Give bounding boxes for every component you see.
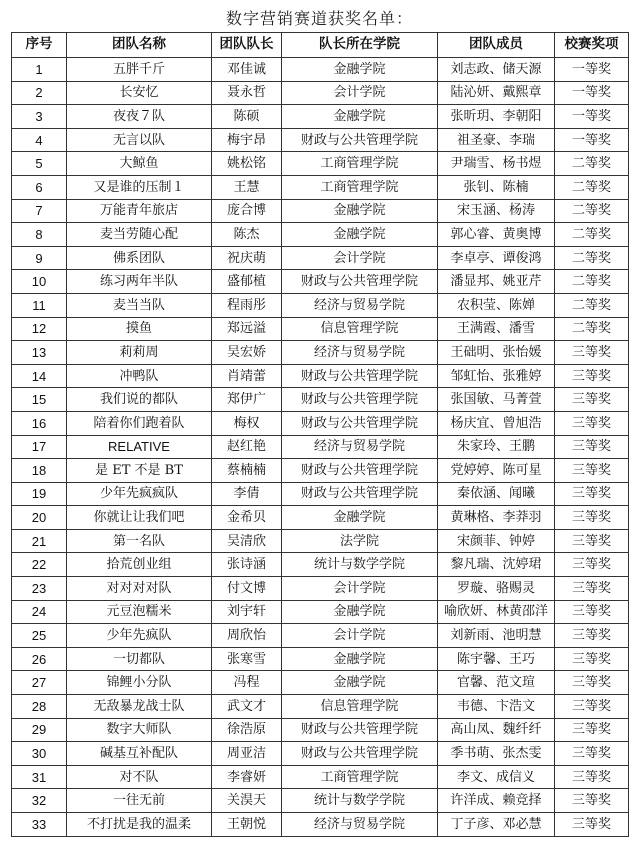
cell-index: 18 <box>12 459 67 483</box>
cell-captain-college: 会计学院 <box>282 624 438 648</box>
cell-team-name: 长安忆 <box>67 81 212 105</box>
table-body <box>12 58 629 837</box>
cell-index: 1 <box>12 58 67 82</box>
cell-team-members: 秦依涵、闻曦 <box>438 482 555 506</box>
cell-award: 三等奖 <box>555 813 629 837</box>
cell-team-members: 李卓亭、谭俊鸿 <box>438 246 555 270</box>
cell-team-members: 许洋成、赖竞择 <box>438 789 555 813</box>
cell-award: 三等奖 <box>555 529 629 553</box>
cell-team-members: 黄琳格、李莽羽 <box>438 506 555 530</box>
cell-team-captain: 梅权 <box>212 411 282 435</box>
cell-team-members: 李文、成信义 <box>438 765 555 789</box>
cell-team-name: 无敌暴龙战士队 <box>67 695 212 719</box>
cell-team-name: 摸鱼 <box>67 317 212 341</box>
cell-award: 一等奖 <box>555 58 629 82</box>
cell-team-name: 对不队 <box>67 765 212 789</box>
table-row <box>12 223 629 247</box>
cell-team-members: 张昕玥、李朝阳 <box>438 105 555 129</box>
cell-award: 二等奖 <box>555 246 629 270</box>
cell-index: 31 <box>12 765 67 789</box>
cell-team-name: 麦当劳随心配 <box>67 223 212 247</box>
cell-team-name: 冲鸭队 <box>67 364 212 388</box>
cell-index: 13 <box>12 341 67 365</box>
cell-award: 三等奖 <box>555 765 629 789</box>
cell-team-members: 陈宇馨、王巧 <box>438 647 555 671</box>
cell-captain-college: 统计与数学学院 <box>282 789 438 813</box>
cell-team-members: 朱家玲、王鹏 <box>438 435 555 459</box>
cell-team-members: 潘显邦、姚亚芹 <box>438 270 555 294</box>
cell-index: 29 <box>12 718 67 742</box>
cell-team-name: 练习两年半队 <box>67 270 212 294</box>
cell-team-members: 喻欣妍、林黄邵洋 <box>438 600 555 624</box>
table-row <box>12 765 629 789</box>
cell-index: 22 <box>12 553 67 577</box>
cell-team-name: 五胖千斤 <box>67 58 212 82</box>
table-row <box>12 270 629 294</box>
cell-captain-college: 金融学院 <box>282 600 438 624</box>
table-row <box>12 293 629 317</box>
cell-index: 23 <box>12 577 67 601</box>
cell-index: 30 <box>12 742 67 766</box>
cell-team-name: 夜夜７队 <box>67 105 212 129</box>
cell-award: 二等奖 <box>555 199 629 223</box>
cell-team-members: 罗璇、骆赐灵 <box>438 577 555 601</box>
table-row <box>12 388 629 412</box>
cell-award: 三等奖 <box>555 459 629 483</box>
cell-award: 二等奖 <box>555 270 629 294</box>
cell-team-captain: 周亚洁 <box>212 742 282 766</box>
cell-team-name: 佛系团队 <box>67 246 212 270</box>
table-row <box>12 58 629 82</box>
cell-captain-college: 财政与公共管理学院 <box>282 270 438 294</box>
table-row <box>12 506 629 530</box>
cell-team-members: 郭心睿、黄奥博 <box>438 223 555 247</box>
cell-team-members: 黎凡瑞、沈婷珺 <box>438 553 555 577</box>
table-row <box>12 813 629 837</box>
cell-captain-college: 金融学院 <box>282 105 438 129</box>
cell-team-name: 莉莉周 <box>67 341 212 365</box>
table-row <box>12 647 629 671</box>
cell-award: 三等奖 <box>555 789 629 813</box>
cell-index: 32 <box>12 789 67 813</box>
cell-captain-college: 财政与公共管理学院 <box>282 742 438 766</box>
cell-team-captain: 陈硕 <box>212 105 282 129</box>
header-team-captain: 团队队长 <box>212 33 282 58</box>
cell-award: 一等奖 <box>555 81 629 105</box>
cell-team-captain: 金希贝 <box>212 506 282 530</box>
cell-team-name: 一切都队 <box>67 647 212 671</box>
cell-team-captain: 庞合博 <box>212 199 282 223</box>
cell-team-name: 少年先疯队 <box>67 624 212 648</box>
header-team-name: 团队名称 <box>67 33 212 58</box>
cell-team-name: 我们说的都队 <box>67 388 212 412</box>
cell-captain-college: 财政与公共管理学院 <box>282 459 438 483</box>
cell-team-members: 陆沁妍、戴熙章 <box>438 81 555 105</box>
cell-team-name: 大鲸鱼 <box>67 152 212 176</box>
cell-team-members: 宋颜菲、钟婷 <box>438 529 555 553</box>
cell-team-captain: 祝庆萌 <box>212 246 282 270</box>
cell-award: 三等奖 <box>555 506 629 530</box>
cell-index: 21 <box>12 529 67 553</box>
cell-team-captain: 刘宇轩 <box>212 600 282 624</box>
cell-award: 三等奖 <box>555 388 629 412</box>
cell-index: 3 <box>12 105 67 129</box>
cell-index: 28 <box>12 695 67 719</box>
cell-captain-college: 经济与贸易学院 <box>282 435 438 459</box>
header-index: 序号 <box>12 33 67 58</box>
table-row <box>12 246 629 270</box>
cell-index: 25 <box>12 624 67 648</box>
cell-team-captain: 冯程 <box>212 671 282 695</box>
cell-team-name: 你就让让我们吧 <box>67 506 212 530</box>
cell-index: 7 <box>12 199 67 223</box>
cell-team-name: 拾荒创业组 <box>67 553 212 577</box>
cell-captain-college: 信息管理学院 <box>282 317 438 341</box>
table-row <box>12 341 629 365</box>
cell-captain-college: 财政与公共管理学院 <box>282 482 438 506</box>
cell-team-name: 锦鲤小分队 <box>67 671 212 695</box>
cell-team-members: 高山凤、魏纤纤 <box>438 718 555 742</box>
cell-award: 三等奖 <box>555 671 629 695</box>
cell-team-captain: 吴宏娇 <box>212 341 282 365</box>
cell-team-name: 少年先疯疯队 <box>67 482 212 506</box>
cell-team-name: 元豆泡糯米 <box>67 600 212 624</box>
cell-index: 2 <box>12 81 67 105</box>
header-captain-college: 队长所在学院 <box>282 33 438 58</box>
cell-team-members: 祖圣豪、李瑞 <box>438 128 555 152</box>
cell-team-name: 无言以队 <box>67 128 212 152</box>
cell-index: 27 <box>12 671 67 695</box>
cell-team-members: 官馨、范文瑄 <box>438 671 555 695</box>
cell-team-name: 麦当当队 <box>67 293 212 317</box>
cell-team-name: 对对对对队 <box>67 577 212 601</box>
cell-captain-college: 金融学院 <box>282 199 438 223</box>
cell-award: 三等奖 <box>555 695 629 719</box>
table-row <box>12 742 629 766</box>
cell-index: 8 <box>12 223 67 247</box>
cell-team-captain: 蔡楠楠 <box>212 459 282 483</box>
cell-index: 10 <box>12 270 67 294</box>
table-row <box>12 789 629 813</box>
table-row <box>12 718 629 742</box>
cell-captain-college: 金融学院 <box>282 647 438 671</box>
table-row <box>12 411 629 435</box>
cell-team-members: 王满霞、潘雪 <box>438 317 555 341</box>
cell-index: 15 <box>12 388 67 412</box>
cell-team-captain: 付文博 <box>212 577 282 601</box>
cell-index: 17 <box>12 435 67 459</box>
cell-team-captain: 聂永哲 <box>212 81 282 105</box>
table-row <box>12 317 629 341</box>
table-row <box>12 459 629 483</box>
cell-team-captain: 肖靖蕾 <box>212 364 282 388</box>
cell-award: 二等奖 <box>555 223 629 247</box>
cell-captain-college: 金融学院 <box>282 223 438 247</box>
table-row <box>12 128 629 152</box>
table-row <box>12 199 629 223</box>
cell-award: 一等奖 <box>555 105 629 129</box>
table-row <box>12 482 629 506</box>
header-award: 校赛奖项 <box>555 33 629 58</box>
cell-team-captain: 张寒雪 <box>212 647 282 671</box>
cell-captain-college: 财政与公共管理学院 <box>282 128 438 152</box>
cell-captain-college: 工商管理学院 <box>282 765 438 789</box>
cell-index: 24 <box>12 600 67 624</box>
cell-team-name: 又是谁的压制１ <box>67 175 212 199</box>
cell-award: 三等奖 <box>555 647 629 671</box>
cell-index: 4 <box>12 128 67 152</box>
cell-captain-college: 经济与贸易学院 <box>282 341 438 365</box>
header-row <box>12 33 629 58</box>
cell-team-name: 万能青年旅店 <box>67 199 212 223</box>
cell-captain-college: 财政与公共管理学院 <box>282 388 438 412</box>
cell-team-captain: 李倩 <box>212 482 282 506</box>
cell-index: 19 <box>12 482 67 506</box>
cell-team-name: 陪着你们跑着队 <box>67 411 212 435</box>
cell-award: 三等奖 <box>555 411 629 435</box>
cell-index: 11 <box>12 293 67 317</box>
table-header <box>12 33 629 58</box>
cell-award: 二等奖 <box>555 175 629 199</box>
awards-table <box>11 32 629 837</box>
cell-team-captain: 徐浩原 <box>212 718 282 742</box>
table-row <box>12 577 629 601</box>
cell-team-captain: 武文才 <box>212 695 282 719</box>
cell-captain-college: 金融学院 <box>282 671 438 695</box>
cell-index: 20 <box>12 506 67 530</box>
cell-index: 14 <box>12 364 67 388</box>
cell-team-captain: 陈杰 <box>212 223 282 247</box>
cell-index: 12 <box>12 317 67 341</box>
cell-index: 6 <box>12 175 67 199</box>
cell-team-captain: 邓佳诚 <box>212 58 282 82</box>
cell-captain-college: 会计学院 <box>282 246 438 270</box>
cell-team-captain: 姚松铭 <box>212 152 282 176</box>
cell-team-members: 刘志政、储天源 <box>438 58 555 82</box>
cell-team-members: 刘新雨、池明慧 <box>438 624 555 648</box>
table-row <box>12 600 629 624</box>
cell-award: 三等奖 <box>555 341 629 365</box>
cell-team-members: 季书萌、张杰雯 <box>438 742 555 766</box>
cell-award: 三等奖 <box>555 600 629 624</box>
cell-team-captain: 郑远溢 <box>212 317 282 341</box>
cell-index: 33 <box>12 813 67 837</box>
cell-team-captain: 赵红艳 <box>212 435 282 459</box>
cell-team-captain: 关淏天 <box>212 789 282 813</box>
cell-team-captain: 王慧 <box>212 175 282 199</box>
cell-award: 三等奖 <box>555 553 629 577</box>
cell-team-name: 第一名队 <box>67 529 212 553</box>
cell-award: 三等奖 <box>555 482 629 506</box>
cell-team-members: 杨庆宜、曾旭浩 <box>438 411 555 435</box>
cell-captain-college: 法学院 <box>282 529 438 553</box>
cell-award: 三等奖 <box>555 364 629 388</box>
cell-team-name: 是 ET 不是 BT <box>67 459 212 483</box>
table-row <box>12 553 629 577</box>
table-row <box>12 175 629 199</box>
table-row <box>12 435 629 459</box>
cell-team-name: RELATIVE <box>67 435 212 459</box>
cell-award: 二等奖 <box>555 317 629 341</box>
cell-captain-college: 工商管理学院 <box>282 175 438 199</box>
cell-team-captain: 程雨彤 <box>212 293 282 317</box>
cell-captain-college: 经济与贸易学院 <box>282 813 438 837</box>
cell-captain-college: 会计学院 <box>282 81 438 105</box>
table-row <box>12 624 629 648</box>
table-row <box>12 152 629 176</box>
table-row <box>12 529 629 553</box>
cell-captain-college: 会计学院 <box>282 577 438 601</box>
cell-team-captain: 吴清欣 <box>212 529 282 553</box>
cell-team-members: 农积莹、陈婵 <box>438 293 555 317</box>
cell-team-name: 数字大师队 <box>67 718 212 742</box>
cell-award: 二等奖 <box>555 152 629 176</box>
cell-captain-college: 财政与公共管理学院 <box>282 718 438 742</box>
cell-team-captain: 郑伊广 <box>212 388 282 412</box>
cell-award: 三等奖 <box>555 718 629 742</box>
cell-team-captain: 王朝悦 <box>212 813 282 837</box>
cell-award: 三等奖 <box>555 624 629 648</box>
cell-index: 16 <box>12 411 67 435</box>
cell-captain-college: 统计与数学学院 <box>282 553 438 577</box>
table-row <box>12 81 629 105</box>
cell-team-members: 党婷婷、陈可星 <box>438 459 555 483</box>
cell-award: 三等奖 <box>555 577 629 601</box>
cell-award: 三等奖 <box>555 435 629 459</box>
cell-captain-college: 金融学院 <box>282 58 438 82</box>
table-row <box>12 364 629 388</box>
cell-team-name: 不打扰是我的温柔 <box>67 813 212 837</box>
table-row <box>12 695 629 719</box>
cell-team-members: 尹瑞雪、杨书煜 <box>438 152 555 176</box>
cell-captain-college: 经济与贸易学院 <box>282 293 438 317</box>
cell-team-captain: 张诗涵 <box>212 553 282 577</box>
cell-team-captain: 李睿妍 <box>212 765 282 789</box>
table-row <box>12 105 629 129</box>
cell-index: 26 <box>12 647 67 671</box>
cell-captain-college: 财政与公共管理学院 <box>282 364 438 388</box>
cell-team-name: 一往无前 <box>67 789 212 813</box>
cell-team-captain: 梅宇昂 <box>212 128 282 152</box>
cell-team-members: 宋玉涵、杨涛 <box>438 199 555 223</box>
cell-team-captain: 周欣怡 <box>212 624 282 648</box>
cell-team-name: 碱基互补配队 <box>67 742 212 766</box>
cell-team-captain: 盛郁植 <box>212 270 282 294</box>
cell-team-members: 邹虹怡、张雅婷 <box>438 364 555 388</box>
cell-index: 9 <box>12 246 67 270</box>
header-team-members: 团队成员 <box>438 33 555 58</box>
cell-team-members: 韦德、卞浩文 <box>438 695 555 719</box>
cell-captain-college: 财政与公共管理学院 <box>282 411 438 435</box>
cell-index: 5 <box>12 152 67 176</box>
cell-captain-college: 信息管理学院 <box>282 695 438 719</box>
document-title: 数字营销赛道获奖名单： <box>225 9 413 28</box>
cell-team-members: 丁子彦、邓必慧 <box>438 813 555 837</box>
cell-award: 三等奖 <box>555 742 629 766</box>
cell-captain-college: 金融学院 <box>282 506 438 530</box>
cell-captain-college: 工商管理学院 <box>282 152 438 176</box>
cell-team-members: 张钊、陈楠 <box>438 175 555 199</box>
table-row <box>12 671 629 695</box>
cell-team-members: 张国敏、马菁萱 <box>438 388 555 412</box>
cell-award: 一等奖 <box>555 128 629 152</box>
cell-team-members: 王础明、张怡媛 <box>438 341 555 365</box>
cell-award: 二等奖 <box>555 293 629 317</box>
